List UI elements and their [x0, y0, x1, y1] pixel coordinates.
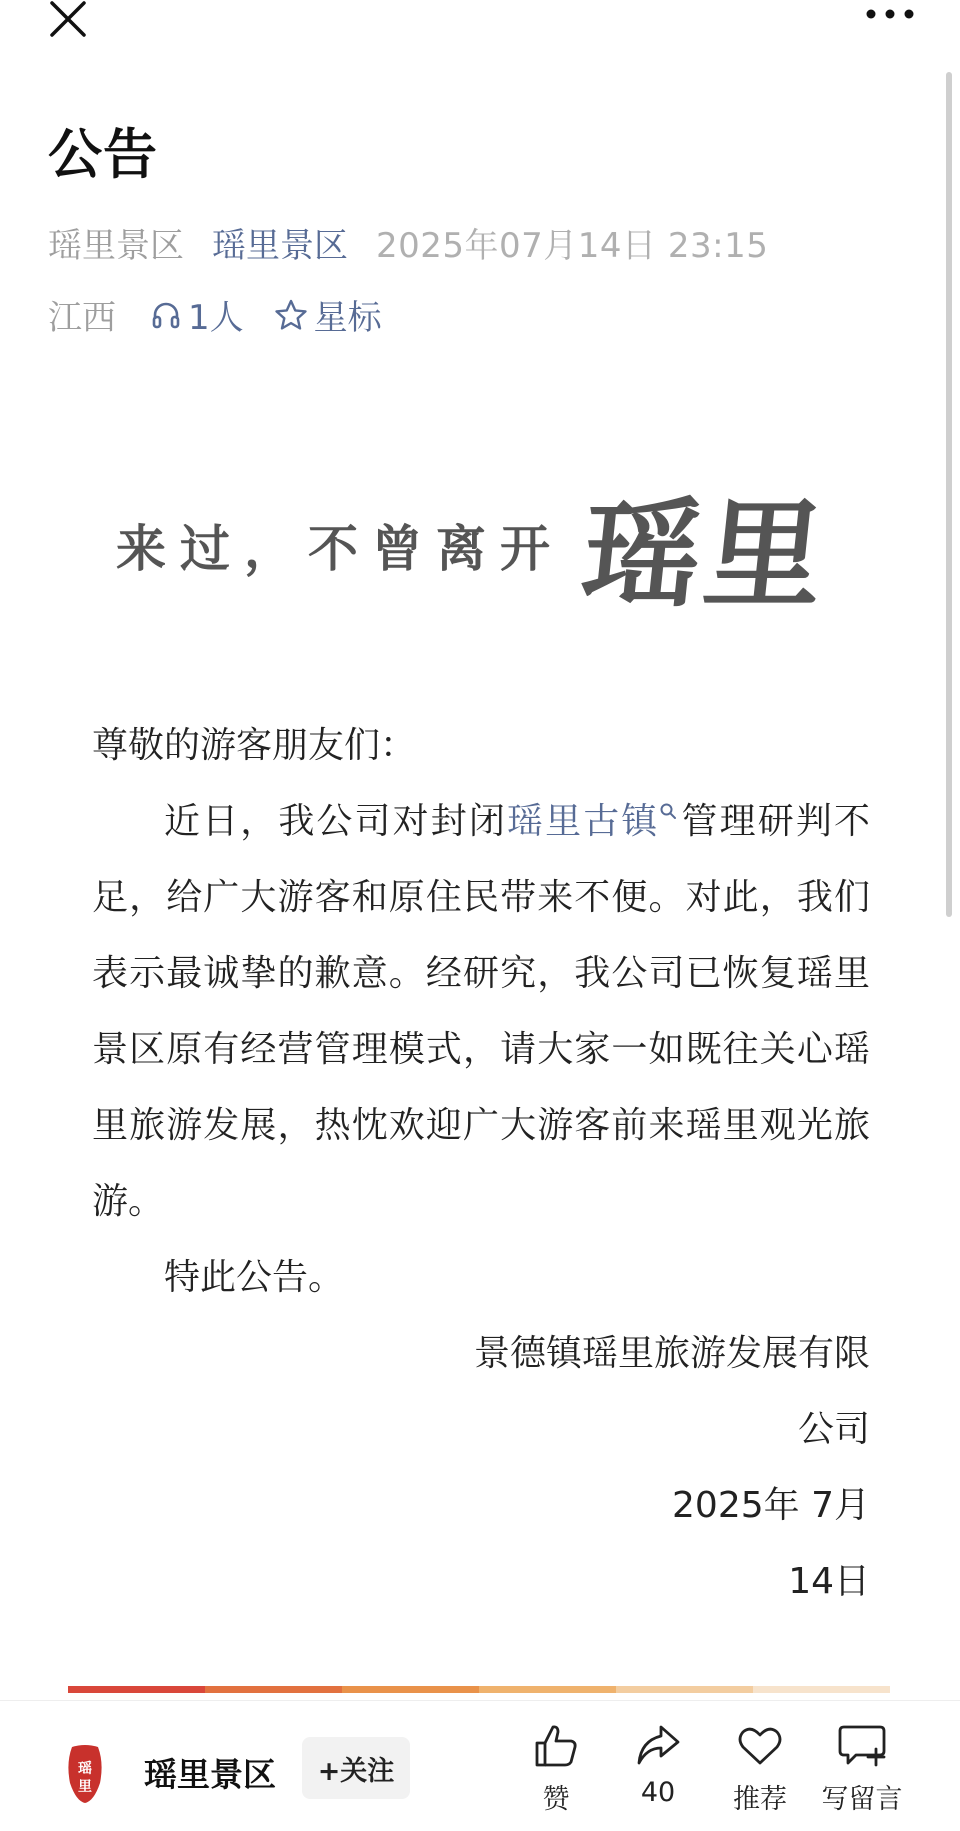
listener-count: 1人	[188, 298, 244, 338]
closing: 特此公告。	[164, 1257, 345, 1298]
star-label: 星标	[313, 298, 382, 338]
para-text-after: 管理研判不足，给广大游客和原住民带来不便。对此，我们表示最诚挚的歉意。经研究，我公司已恢复瑶里景区原有经营管理模式，请大家一如既往关心瑶里旅游发展，热忱欢迎广大游客前来瑶里观光旅游。	[92, 801, 870, 1222]
greeting: 尊敬的游客朋友们：	[92, 725, 417, 766]
progress-segment	[616, 1686, 753, 1693]
account-link[interactable]: 瑶里景区	[212, 226, 348, 266]
progress-segment	[753, 1686, 890, 1693]
signature-line2: 公司	[797, 1409, 870, 1450]
close-button[interactable]	[40, 0, 96, 44]
author-name: 瑶里景区	[48, 226, 184, 266]
recommend-button[interactable]	[710, 1721, 810, 1827]
main-paragraph	[92, 784, 870, 1240]
recommend-label: 推荐	[733, 1784, 787, 1815]
top-bar	[0, 0, 960, 60]
like-button[interactable]	[506, 1721, 606, 1827]
more-button[interactable]	[850, 0, 930, 34]
star-button[interactable]	[274, 290, 382, 339]
avatar-text-top: 瑶	[78, 1761, 92, 1777]
progress-segment	[342, 1686, 479, 1693]
article-meta-secondary	[48, 290, 382, 339]
publish-date: 2025年07月14日 23:15	[376, 226, 769, 266]
star-icon	[274, 298, 308, 332]
headphones-icon	[150, 299, 182, 331]
article-meta	[48, 218, 768, 267]
search-icon	[659, 802, 677, 820]
heart-icon	[735, 1721, 785, 1771]
comment-button[interactable]	[812, 1721, 912, 1827]
progress-segment	[479, 1686, 616, 1693]
share-button[interactable]	[608, 1721, 708, 1827]
banner-brand-logo: 瑶里	[575, 485, 835, 624]
article-body	[92, 708, 870, 1620]
comment-icon	[836, 1721, 888, 1771]
account-avatar[interactable]	[64, 1743, 106, 1805]
location: 江西	[48, 298, 116, 338]
para-text-before: 近日，我公司对封闭	[164, 801, 507, 842]
comment-label: 写留言	[821, 1784, 903, 1815]
follow-button[interactable]: +关注	[302, 1737, 410, 1799]
bottom-account-name[interactable]: 瑶里景区	[144, 1755, 276, 1794]
reading-progress-bar	[68, 1686, 890, 1693]
keyword-link[interactable]	[507, 801, 679, 842]
article-title: 公告	[48, 123, 158, 186]
banner-image	[80, 470, 890, 624]
bottom-bar	[0, 1700, 960, 1831]
listen-button[interactable]	[150, 290, 244, 339]
close-icon	[48, 0, 88, 39]
scrollbar-thumb[interactable]	[946, 72, 952, 917]
thumbs-up-icon	[531, 1721, 581, 1771]
signature-line1: 景德镇瑶里旅游发展有限	[473, 1333, 870, 1374]
progress-segment	[205, 1686, 342, 1693]
more-dots-icon	[865, 8, 915, 20]
avatar-logo-icon	[64, 1743, 106, 1805]
keyword-link-text: 瑶里古镇	[506, 801, 660, 842]
banner-slogan: 来过，不曾离开	[116, 519, 564, 578]
signature-date2: 14日	[788, 1561, 870, 1602]
share-count: 40	[640, 1777, 676, 1808]
share-arrow-icon	[633, 1721, 683, 1771]
avatar-text-bottom: 里	[78, 1779, 92, 1795]
signature-date1: 2025年 7月	[672, 1485, 870, 1526]
like-label: 赞	[542, 1784, 570, 1815]
progress-segment	[68, 1686, 205, 1693]
